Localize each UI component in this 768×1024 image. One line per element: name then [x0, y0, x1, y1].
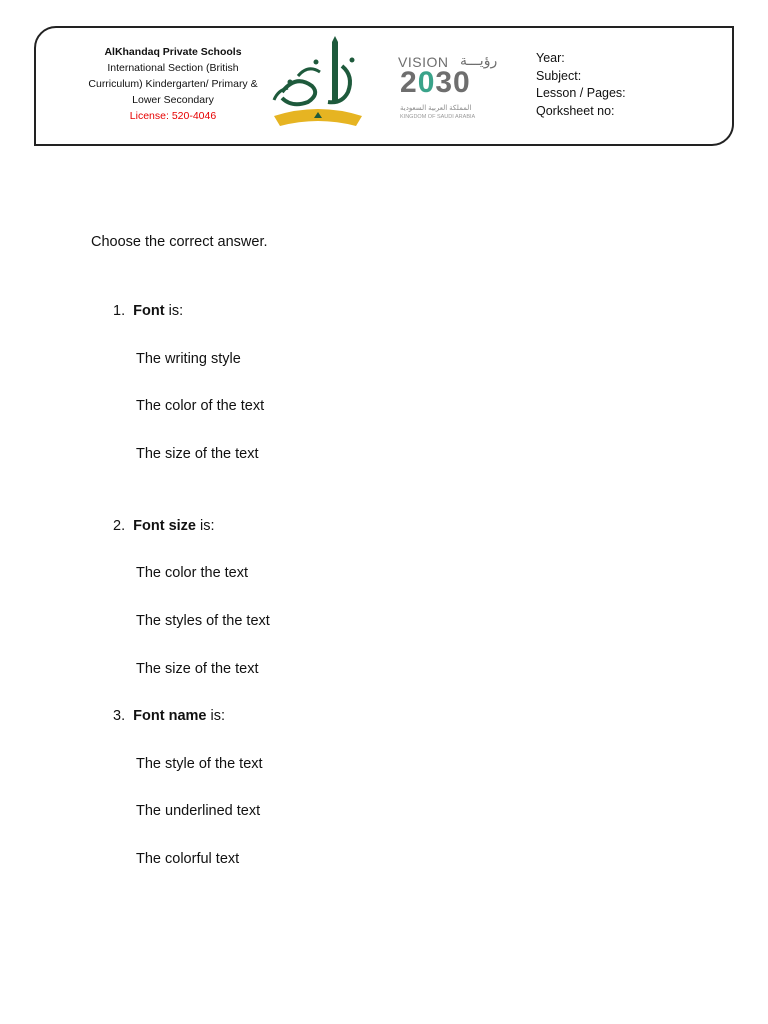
worksheet-header	[34, 26, 734, 146]
subject-field: Subject:	[536, 68, 582, 83]
worksheet-fields	[536, 50, 626, 120]
question-1-term: Font	[133, 303, 165, 319]
alkhandaq-logo	[268, 36, 368, 128]
question-3-option-1[interactable]: The style of the text	[136, 756, 263, 772]
school-name: AlKhandaq Private Schools	[104, 46, 242, 58]
worksheet-number-field: Qorksheet no:	[536, 103, 615, 118]
year-field: Year:	[536, 51, 565, 65]
school-level-line: Lower Secondary	[132, 94, 214, 106]
school-curriculum-line: Curriculum) Kindergarten/ Primary &	[88, 78, 258, 90]
question-3-option-2[interactable]: The underlined text	[136, 803, 261, 819]
vision-2030-logo	[398, 52, 502, 124]
vision-arabic-kingdom: المملكة العربية السعودية	[400, 105, 472, 112]
question-3-option-3[interactable]: The colorful text	[136, 851, 240, 867]
question-2-option-1[interactable]: The color the text	[136, 565, 249, 581]
question-3-term: Font name	[133, 708, 207, 724]
question-2: 2. Font size is:	[113, 518, 215, 534]
vision-arabic-label: رؤيـــة	[460, 52, 498, 68]
question-2-term: Font size	[133, 518, 196, 534]
lesson-field: Lesson / Pages:	[536, 86, 626, 100]
question-3: 3. Font name is:	[113, 708, 225, 724]
question-1-option-3[interactable]: The size of the text	[136, 446, 259, 462]
school-info	[50, 44, 296, 124]
vision-label: VISION	[398, 54, 449, 70]
instruction: Choose the correct answer.	[91, 234, 268, 250]
question-1: 1. Font is:	[113, 303, 184, 319]
vision-kingdom: KINGDOM OF SAUDI ARABIA	[400, 114, 476, 120]
vision-year: 2030	[400, 66, 471, 99]
question-1-option-2[interactable]: The color of the text	[136, 398, 265, 414]
question-2-option-3[interactable]: The size of the text	[136, 661, 259, 677]
question-1-option-1[interactable]: The writing style	[136, 351, 241, 367]
license-number: License: 520-4046	[129, 110, 217, 122]
question-2-option-2[interactable]: The styles of the text	[136, 613, 270, 629]
school-section-line: International Section (British	[107, 62, 239, 74]
